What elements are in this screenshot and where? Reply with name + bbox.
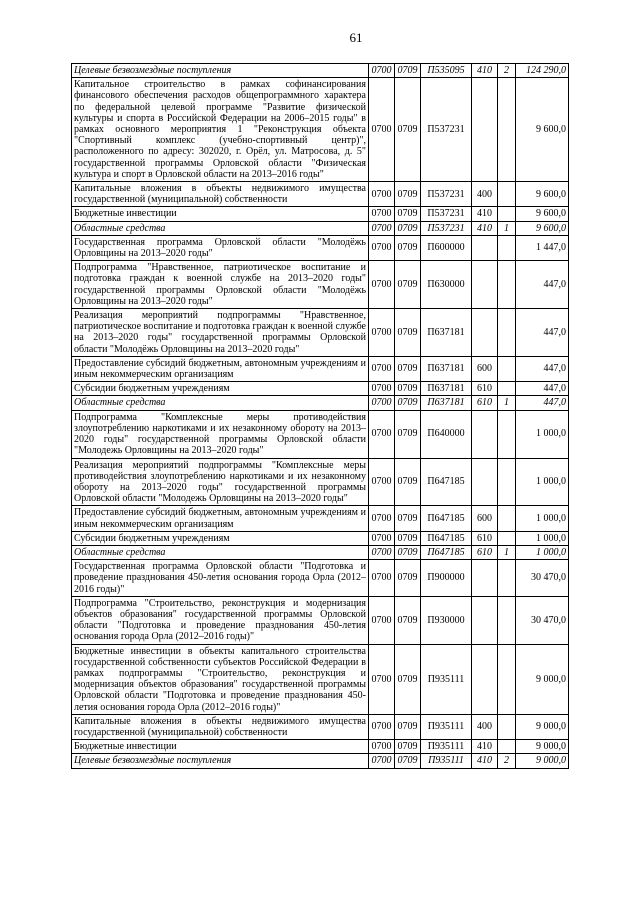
- table-row: [72, 506, 569, 531]
- cell-col4: 410: [472, 221, 498, 235]
- cell-col4: [472, 410, 498, 458]
- cell-col4: 610: [472, 396, 498, 410]
- cell-col2: 0709: [395, 714, 421, 739]
- cell-col5: 1: [498, 545, 516, 559]
- cell-col4: 410: [472, 207, 498, 221]
- cell-col5: 1: [498, 221, 516, 235]
- cell-desc: Государственная программа Орловской области "Молодёжь Орловщины на 2013–2020 годы": [72, 235, 369, 260]
- table-row: [72, 458, 569, 506]
- cell-col4: 400: [472, 714, 498, 739]
- cell-desc: Реализация мероприятий подпрограммы "Комплексные меры противодействия злоупотреблению наркотиками и их незаконному обороту на 2013–2020 годы" государственной программы Орловской области "Молодежь Орловщины на 2013–2020 годы": [72, 458, 369, 506]
- cell-desc: Бюджетные инвестиции в объекты капитального строительства государственной собственности субъектов Российской Федерации в рамках подпрограммы "Строительство, реконструкция и модернизация объектов образования" государственной программы Орловской области "Подготовка и проведение празднования 450-летия основания города Орла (2012–2016 годы)": [72, 644, 369, 714]
- cell-code: П647185: [421, 531, 472, 545]
- cell-col4: 610: [472, 382, 498, 396]
- cell-code: П900000: [421, 560, 472, 597]
- cell-code: П600000: [421, 235, 472, 260]
- table-row: [72, 531, 569, 545]
- table-row: [72, 235, 569, 260]
- cell-col4: [472, 644, 498, 714]
- table-row: [72, 740, 569, 754]
- cell-amount: 1 447,0: [516, 235, 569, 260]
- cell-col5: [498, 596, 516, 644]
- cell-col1: 0700: [369, 740, 395, 754]
- cell-code: П630000: [421, 261, 472, 309]
- table-row: [72, 64, 569, 78]
- cell-desc: Целевые безвозмездные поступления: [72, 754, 369, 768]
- cell-col2: 0709: [395, 396, 421, 410]
- cell-amount: 124 290,0: [516, 64, 569, 78]
- cell-desc: Реализация мероприятий подпрограммы "Нравственное, патриотическое воспитание и подготовка граждан к военной службе на 2013–2020 годы" государственной программы Орловской области "Молодёжь Орловщины на 2013–2020 годы": [72, 309, 369, 357]
- cell-amount: 9 600,0: [516, 182, 569, 207]
- cell-col5: [498, 506, 516, 531]
- cell-col1: 0700: [369, 235, 395, 260]
- cell-code: П537231: [421, 78, 472, 182]
- cell-col1: 0700: [369, 506, 395, 531]
- cell-col4: [472, 309, 498, 357]
- table-row: [72, 182, 569, 207]
- cell-code: П640000: [421, 410, 472, 458]
- cell-amount: 9 000,0: [516, 714, 569, 739]
- table-row: [72, 560, 569, 597]
- cell-code: П930000: [421, 596, 472, 644]
- cell-col5: [498, 560, 516, 597]
- cell-col5: [498, 182, 516, 207]
- table-row: [72, 261, 569, 309]
- cell-col5: [498, 356, 516, 381]
- cell-col5: [498, 740, 516, 754]
- cell-desc: Государственная программа Орловской области "Подготовка и проведение празднования 450-летия основания города Орла (2012–2016 годы)": [72, 560, 369, 597]
- cell-col1: 0700: [369, 207, 395, 221]
- cell-col2: 0709: [395, 531, 421, 545]
- cell-col5: [498, 531, 516, 545]
- table-row: [72, 644, 569, 714]
- cell-col4: [472, 235, 498, 260]
- cell-col2: 0709: [395, 410, 421, 458]
- table-row: [72, 714, 569, 739]
- page-number: 61: [349, 30, 363, 45]
- cell-code: П935111: [421, 740, 472, 754]
- cell-col2: 0709: [395, 458, 421, 506]
- cell-col5: [498, 78, 516, 182]
- cell-col1: 0700: [369, 545, 395, 559]
- cell-col1: 0700: [369, 261, 395, 309]
- cell-desc: Капитальное строительство в рамках софинансирования финансового обеспечения расходов общепрограммного характера по федеральной целевой программе "Развитие физической культуры и спорта в Российской Федерации на 2006–2015 годы" в рамках основного мероприятия 1 "Реконструкция объекта "Спортивный комплекс (учебно-спортивный центр)", расположенного по адресу: 302020, г. Орёл, ул. Матросова, д. 5" государственной программы Орловской области "Физическая культура и спорт в Орловской области на 2013–2016 годы": [72, 78, 369, 182]
- cell-col4: 410: [472, 64, 498, 78]
- cell-amount: 1 000,0: [516, 545, 569, 559]
- cell-col5: [498, 458, 516, 506]
- cell-col2: 0709: [395, 207, 421, 221]
- cell-amount: 1 000,0: [516, 531, 569, 545]
- cell-code: П647185: [421, 545, 472, 559]
- cell-amount: 9 600,0: [516, 78, 569, 182]
- cell-amount: 9 000,0: [516, 740, 569, 754]
- cell-col1: 0700: [369, 714, 395, 739]
- cell-desc: Предоставление субсидий бюджетным, автономным учреждениям и иным некоммерческим организациям: [72, 506, 369, 531]
- cell-code: П637181: [421, 396, 472, 410]
- cell-col2: 0709: [395, 309, 421, 357]
- cell-col2: 0709: [395, 235, 421, 260]
- cell-desc: Предоставление субсидий бюджетным, автономным учреждениям и иным некоммерческим организациям: [72, 356, 369, 381]
- cell-code: П535095: [421, 64, 472, 78]
- budget-table-body: [72, 64, 569, 769]
- cell-col1: 0700: [369, 78, 395, 182]
- cell-col4: [472, 261, 498, 309]
- cell-col4: 610: [472, 531, 498, 545]
- cell-desc: Подпрограмма "Нравственное, патриотическое воспитание и подготовка граждан к военной службе на 2013–2020 годы" государственной программы Орловской области "Молодёжь Орловщины на 2013–2020 годы": [72, 261, 369, 309]
- cell-col5: [498, 410, 516, 458]
- cell-desc: Областные средства: [72, 396, 369, 410]
- cell-col2: 0709: [395, 506, 421, 531]
- cell-col1: 0700: [369, 356, 395, 381]
- cell-col1: 0700: [369, 560, 395, 597]
- cell-col4: [472, 78, 498, 182]
- cell-amount: 30 470,0: [516, 596, 569, 644]
- cell-code: П935111: [421, 644, 472, 714]
- cell-desc: Областные средства: [72, 545, 369, 559]
- cell-col1: 0700: [369, 531, 395, 545]
- table-row: [72, 545, 569, 559]
- cell-amount: 9 600,0: [516, 207, 569, 221]
- cell-col2: 0709: [395, 740, 421, 754]
- cell-amount: 447,0: [516, 382, 569, 396]
- cell-col1: 0700: [369, 182, 395, 207]
- cell-desc: Бюджетные инвестиции: [72, 207, 369, 221]
- cell-col4: 600: [472, 506, 498, 531]
- cell-col2: 0709: [395, 754, 421, 768]
- cell-amount: 30 470,0: [516, 560, 569, 597]
- cell-col5: [498, 382, 516, 396]
- cell-col1: 0700: [369, 754, 395, 768]
- cell-amount: 1 000,0: [516, 410, 569, 458]
- cell-code: П637181: [421, 356, 472, 381]
- cell-code: П935111: [421, 714, 472, 739]
- table-row: [72, 221, 569, 235]
- cell-desc: Субсидии бюджетным учреждениям: [72, 531, 369, 545]
- cell-col5: [498, 207, 516, 221]
- cell-desc: Областные средства: [72, 221, 369, 235]
- table-row: [72, 410, 569, 458]
- cell-desc: Подпрограмма "Строительство, реконструкция и модернизация объектов образования" государственной программы Орловской области "Подготовка и проведение празднования 450-летия основания города Орла (2012–2016 годы)": [72, 596, 369, 644]
- cell-amount: 9 000,0: [516, 644, 569, 714]
- table-row: [72, 78, 569, 182]
- cell-col1: 0700: [369, 644, 395, 714]
- cell-col2: 0709: [395, 78, 421, 182]
- cell-col1: 0700: [369, 458, 395, 506]
- cell-col2: 0709: [395, 545, 421, 559]
- cell-amount: 447,0: [516, 396, 569, 410]
- cell-col5: 1: [498, 396, 516, 410]
- cell-col1: 0700: [369, 221, 395, 235]
- table-row: [72, 356, 569, 381]
- cell-amount: 9 600,0: [516, 221, 569, 235]
- cell-col4: [472, 560, 498, 597]
- table-row: [72, 382, 569, 396]
- cell-amount: 1 000,0: [516, 506, 569, 531]
- cell-col5: [498, 714, 516, 739]
- cell-col1: 0700: [369, 382, 395, 396]
- cell-col4: 410: [472, 740, 498, 754]
- cell-amount: 1 000,0: [516, 458, 569, 506]
- cell-code: П935111: [421, 754, 472, 768]
- cell-col1: 0700: [369, 410, 395, 458]
- cell-col2: 0709: [395, 261, 421, 309]
- cell-col1: 0700: [369, 396, 395, 410]
- cell-col5: [498, 644, 516, 714]
- table-row: [72, 754, 569, 768]
- cell-col5: [498, 261, 516, 309]
- cell-desc: Подпрограмма "Комплексные меры противодействия злоупотреблению наркотиками и их незаконному обороту на 2013–2020 годы" государственной программы Орловской области "Молодежь Орловщины на 2013–2020 годы": [72, 410, 369, 458]
- cell-col4: 610: [472, 545, 498, 559]
- cell-amount: 447,0: [516, 309, 569, 357]
- cell-col1: 0700: [369, 596, 395, 644]
- budget-table: [71, 63, 569, 769]
- cell-col2: 0709: [395, 221, 421, 235]
- cell-desc: Субсидии бюджетным учреждениям: [72, 382, 369, 396]
- cell-code: П647185: [421, 506, 472, 531]
- table-row: [72, 596, 569, 644]
- cell-col2: 0709: [395, 560, 421, 597]
- cell-col2: 0709: [395, 182, 421, 207]
- cell-code: П637181: [421, 309, 472, 357]
- table-row: [72, 396, 569, 410]
- cell-col2: 0709: [395, 596, 421, 644]
- cell-col5: 2: [498, 64, 516, 78]
- cell-amount: 9 000,0: [516, 754, 569, 768]
- cell-desc: Капитальные вложения в объекты недвижимого имущества государственной (муниципальной) собственности: [72, 714, 369, 739]
- cell-col4: 600: [472, 356, 498, 381]
- cell-col4: [472, 458, 498, 506]
- cell-amount: 447,0: [516, 261, 569, 309]
- table-row: [72, 207, 569, 221]
- cell-desc: Капитальные вложения в объекты недвижимого имущества государственной (муниципальной) собственности: [72, 182, 369, 207]
- cell-col2: 0709: [395, 356, 421, 381]
- cell-col1: 0700: [369, 309, 395, 357]
- cell-col1: 0700: [369, 64, 395, 78]
- cell-col4: 400: [472, 182, 498, 207]
- cell-col5: [498, 309, 516, 357]
- cell-code: П537231: [421, 221, 472, 235]
- cell-code: П537231: [421, 182, 472, 207]
- cell-col5: 2: [498, 754, 516, 768]
- cell-amount: 447,0: [516, 356, 569, 381]
- cell-col2: 0709: [395, 64, 421, 78]
- cell-col4: [472, 596, 498, 644]
- cell-code: П637181: [421, 382, 472, 396]
- cell-desc: Целевые безвозмездные поступления: [72, 64, 369, 78]
- cell-col2: 0709: [395, 644, 421, 714]
- cell-code: П647185: [421, 458, 472, 506]
- cell-col2: 0709: [395, 382, 421, 396]
- cell-col5: [498, 235, 516, 260]
- cell-col4: 410: [472, 754, 498, 768]
- table-row: [72, 309, 569, 357]
- cell-code: П537231: [421, 207, 472, 221]
- cell-desc: Бюджетные инвестиции: [72, 740, 369, 754]
